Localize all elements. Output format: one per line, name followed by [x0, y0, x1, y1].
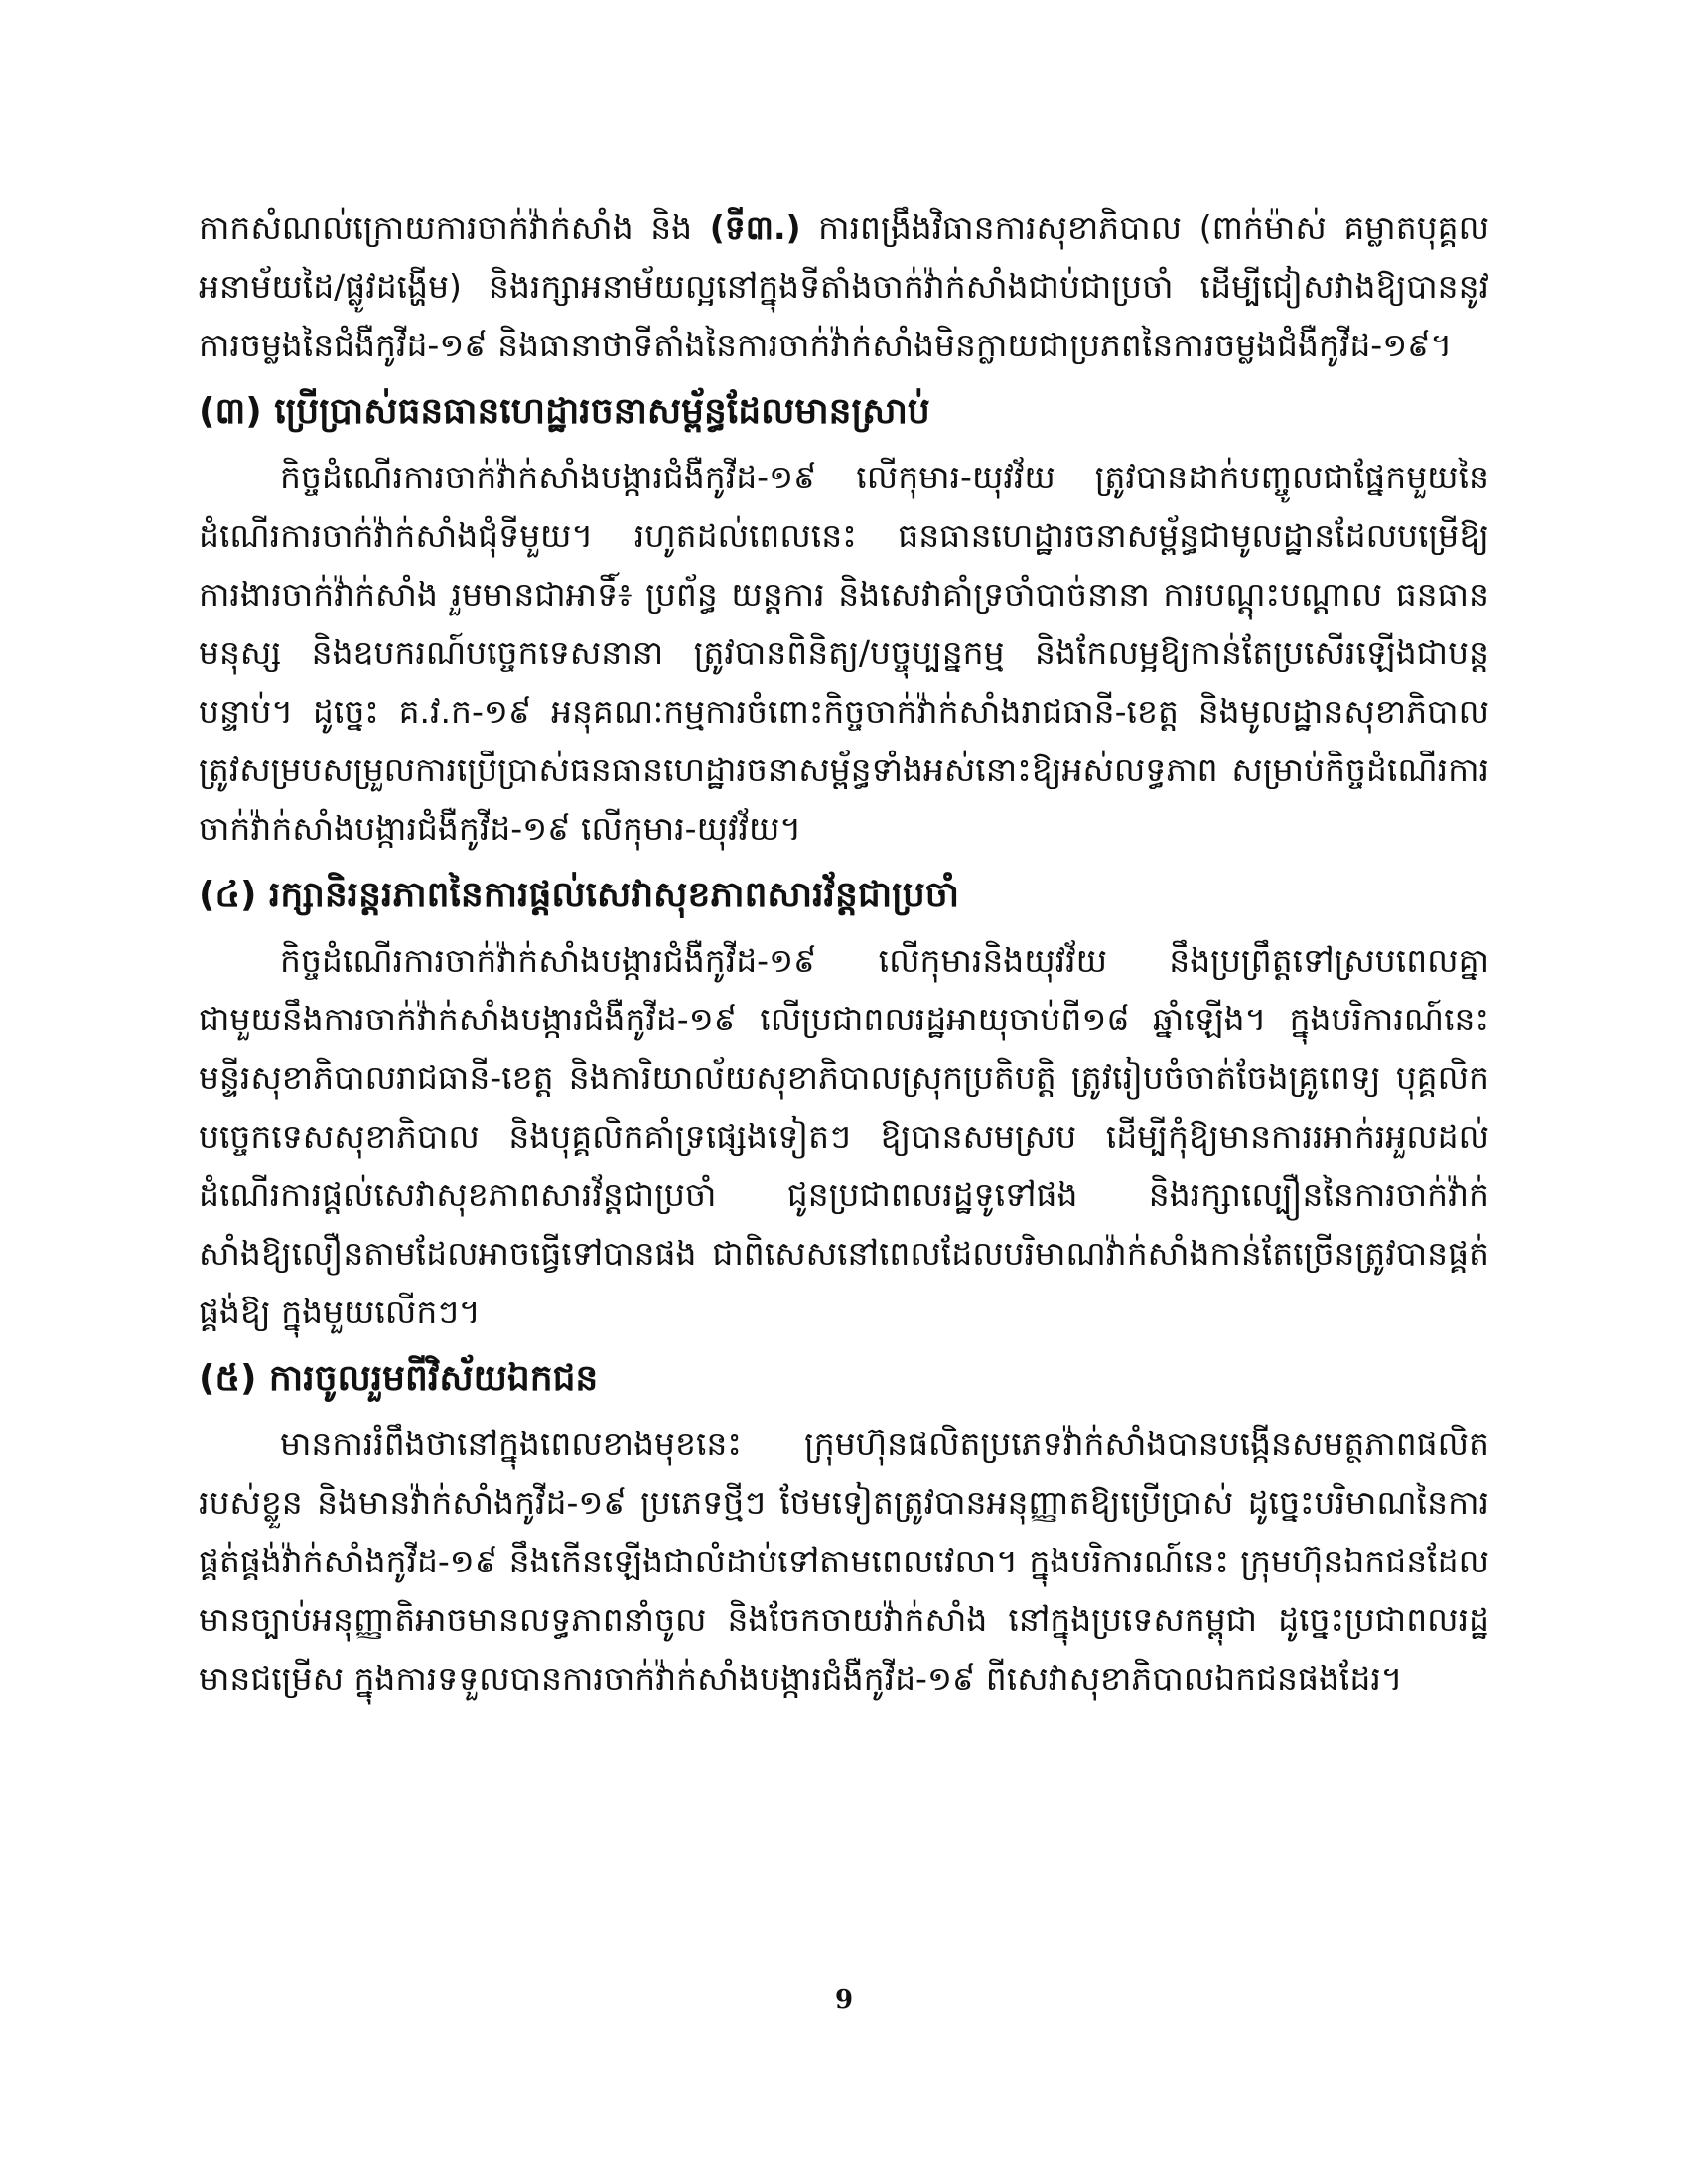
opening-paragraph-text-1: កាកសំណល់ក្រោយការចាក់វ៉ាក់សាំង និង: [199, 208, 710, 247]
section-4-heading: (៤) រក្សានិរន្តរភាពនៃការផ្ដល់សេវាសុខភាពសារវ័ន្តជាប្រចាំ: [199, 875, 959, 915]
page-content: [199, 199, 1489, 1707]
section-5-heading: (៥) ការចូលរួមពីវិស័យឯកជន: [199, 1358, 599, 1399]
section-3-heading: (៣) ប្រើប្រាស់ធនធានហេដ្ឋារចនាសម្ព័ន្ធដែលមានស្រាប់: [199, 391, 930, 432]
opening-paragraph-text-2: ការពង្រឹងវិធានការសុខាភិបាល (ពាក់ម៉ាស់ គម្លាតបុគ្គល អនាម័យដៃ/ផ្លូវដង្ហើម) និងរក្សាអនាម័យល្អនៅក្នុងទីតាំងចាក់វ៉ាក់សាំងជាប់ជាប្រចាំ ដើម្បីជៀសវាងឱ្យបាននូវការចម្លងនៃជំងឺកូវីដ-១៩ និងធានាថាទីតាំងនៃការចាក់វ៉ាក់សាំងមិនក្លាយជាប្រភពនៃការចម្លងជំងឺកូវីដ-១៩។: [199, 208, 1489, 364]
section-3-body: កិច្ចដំណើរការចាក់វ៉ាក់សាំងបង្ការជំងឺកូវីដ-១៩ លើកុមារ-យុវវ័យ ត្រូវបានដាក់បញ្ចូលជាផ្នែកមួយនៃដំណើរការចាក់វ៉ាក់សាំងជុំទីមួយ។ រហូតដល់ពេលនេះ ធនធានហេដ្ឋារចនាសម្ព័ន្ធជាមូលដ្ឋានដែលបម្រើឱ្យការងារចាក់វ៉ាក់សាំង រួមមានជាអាទិ៍៖ ប្រព័ន្ធ យន្តការ និងសេវាគាំទ្រចាំបាច់នានា ការបណ្ដុះបណ្ដាល ធនធានមនុស្ស និងឧបករណ៍បច្ចេកទេសនានា ត្រូវបានពិនិត្យ/បច្ចុប្បន្នកម្ម និងកែលម្អឱ្យកាន់តែប្រសើរឡើងជាបន្តបន្ទាប់។ ដូច្នេះ គ.វ.ក-១៩ អនុគណៈកម្មការចំពោះកិច្ចចាក់វ៉ាក់សាំងរាជធានី-ខេត្ត និងមូលដ្ឋានសុខាភិបាល ត្រូវសម្របសម្រួលការប្រើប្រាស់ធនធានហេដ្ឋារចនាសម្ព័ន្ធទាំងអស់នោះឱ្យអស់លទ្ធភាព សម្រាប់កិច្ចដំណើរការចាក់វ៉ាក់សាំងបង្ការជំងឺកូវីដ-១៩ លើកុមារ-យុវវ័យ។: [199, 458, 1489, 848]
section-4-body: កិច្ចដំណើរការចាក់វ៉ាក់សាំងបង្ការជំងឺកូវីដ-១៩ លើកុមារនិងយុវវ័យ នឹងប្រព្រឹត្តទៅស្របពេលគ្នាជាមួយនឹងការចាក់វ៉ាក់សាំងបង្ការជំងឺកូវីដ-១៩ លើប្រជាពលរដ្ឋអាយុចាប់ពី១៨ ឆ្នាំឡើង។ ក្នុងបរិការណ៍នេះ មន្ទីរសុខាភិបាលរាជធានី-ខេត្ត និងការិយាល័យសុខាភិបាលស្រុកប្រតិបត្តិ ត្រូវរៀបចំចាត់ចែងគ្រូពេទ្យ បុគ្គលិកបច្ចេកទេសសុខាភិបាល និងបុគ្គលិកគាំទ្រផ្សេងទៀតៗ ឱ្យបានសមស្រប ដើម្បីកុំឱ្យមានការរអាក់រអួលដល់ដំណើរការផ្ដល់សេវាសុខភាពសារវ័ន្តជាប្រចាំ ជូនប្រជាពលរដ្ឋទូទៅផង និងរក្សាល្បឿននៃការចាក់វ៉ាក់សាំងឱ្យលឿនតាមដែលអាចធ្វើទៅបានផង ជាពិសេសនៅពេលដែលបរិមាណវ៉ាក់សាំងកាន់តែច្រើនត្រូវបានផ្គត់ផ្គង់ឱ្យ ក្នុងមួយលើកៗ។: [199, 941, 1489, 1331]
opening-paragraph-bold-marker: (ទី៣.): [709, 208, 801, 247]
page-number: 9: [834, 1985, 854, 2015]
opening-paragraph: [199, 199, 1489, 374]
section-5-body: មានការរំពឹងថានៅក្នុងពេលខាងមុខនេះ ក្រុមហ៊ុនផលិតប្រភេទវ៉ាក់សាំងបានបង្កើនសមត្ថភាពផលិតរបស់ខ្លួន និងមានវ៉ាក់សាំងកូវីដ-១៩ ប្រភេទថ្មីៗ ថែមទៀតត្រូវបានអនុញ្ញាតឱ្យប្រើប្រាស់ ដូច្នេះបរិមាណនៃការផ្គត់ផ្គង់វ៉ាក់សាំងកូវីដ-១៩ នឹងកើនឡើងជាលំដាប់ទៅតាមពេលវេលា។ ក្នុងបរិការណ៍នេះ ក្រុមហ៊ុនឯកជនដែលមានច្បាប់អនុញ្ញាតិអាចមានលទ្ធភាពនាំចូល និងចែកចាយវ៉ាក់សាំង នៅក្នុងប្រទេសកម្ពុជា ដូច្នេះប្រជាពលរដ្ឋមានជម្រើស ក្នុងការទទួលបានការចាក់វ៉ាក់សាំងបង្ការជំងឺកូវីដ-១៩ ពីសេវាសុខាភិបាលឯកជនផងដែរ។: [199, 1425, 1489, 1698]
